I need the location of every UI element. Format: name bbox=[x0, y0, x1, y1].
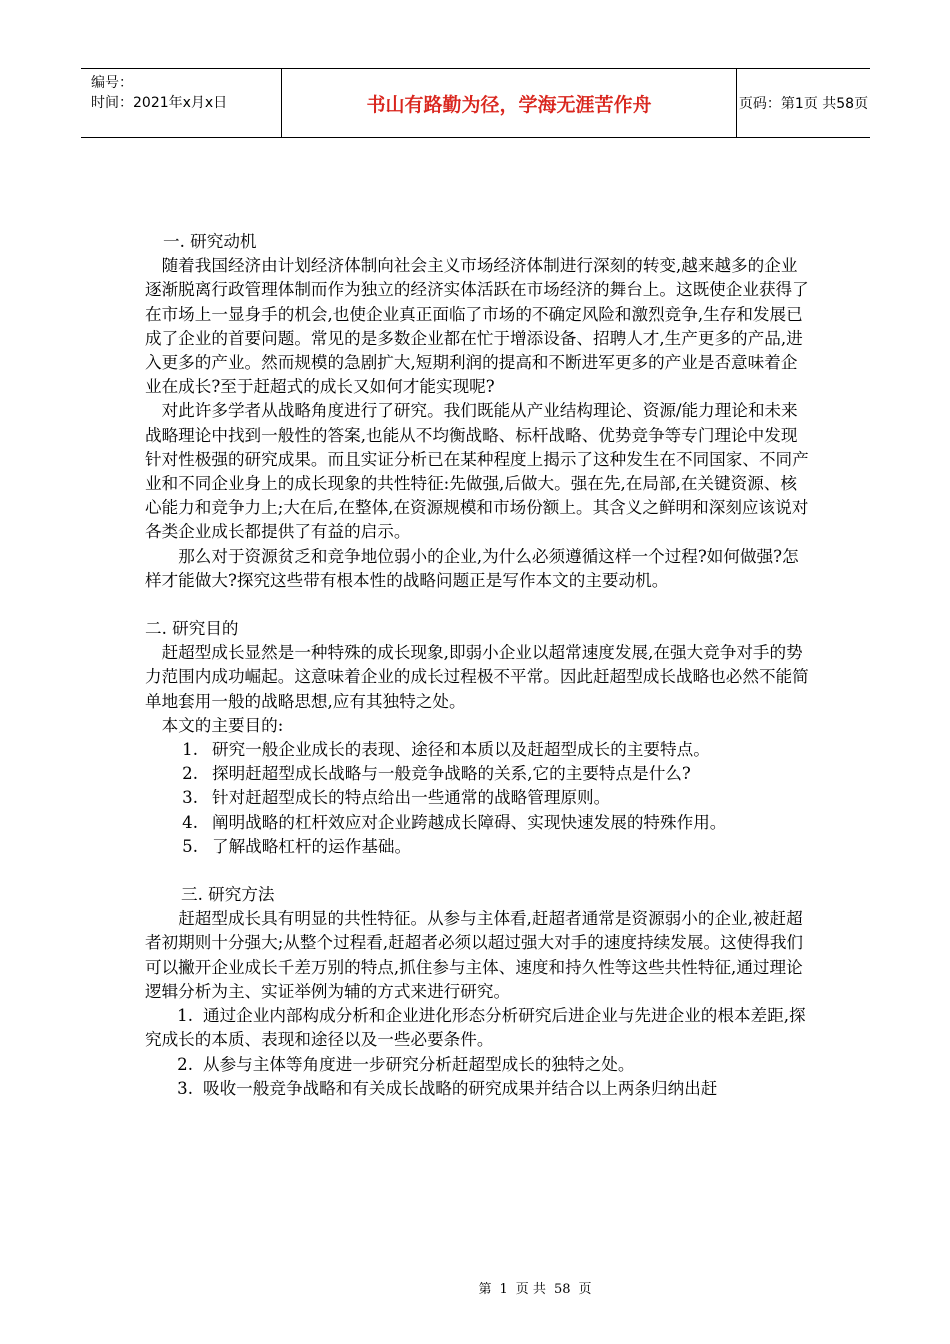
goal-number: 4. bbox=[182, 812, 198, 832]
footer-suffix: 页 bbox=[578, 1282, 592, 1297]
goal-number: 5. bbox=[182, 836, 198, 856]
method-number: 3. bbox=[177, 1078, 193, 1098]
spacer bbox=[145, 593, 813, 617]
goal-text: 了解战略杠杆的运作基础。 bbox=[212, 836, 412, 856]
goal-item bbox=[145, 835, 813, 859]
section-1-paragraph-1: 随着我国经济由计划经济体制向社会主义市场经济体制进行深刻的转变,越来越多的企业逐渐脱离行政管理体制而作为独立的经济实体活跃在市场经济的舞台上。这既使企业获得了在市场上一显身手的机会,也使企业真正面临了市场的不确定风险和激烈竞争,生存和发展已成了企业的首要问题。常见的是多数企业都在忙于增添设备、招聘人才,生产更多的产品,进入更多的产业。然而规模的急剧扩大,短期利润的提高和不断进军更多的产业是否意味着企业在成长?至于赶超式的成长又如何才能实现呢? bbox=[145, 256, 809, 397]
goals-list bbox=[145, 738, 813, 859]
goal-text: 阐明战略的杠杆效应对企业跨越成长障碍、实现快速发展的特殊作用。 bbox=[212, 812, 727, 832]
method-item bbox=[145, 1077, 813, 1101]
method-text: 通过企业内部构成分析和企业进化形态分析研究后进企业与先进企业的根本差距,探究成长的本质、表现和途径以及一些必要条件。 bbox=[145, 1006, 806, 1050]
method-item bbox=[145, 1004, 813, 1052]
section-1-paragraph-3: 那么对于资源贫乏和竞争地位弱小的企业,为什么必须遵循这样一个过程?如何做强?怎样才能做大?探究这些带有根本性的战略问题正是写作本文的主要动机。 bbox=[145, 546, 799, 590]
section-3-paragraph-1: 赶超型成长具有明显的共性特征。从参与主体看,赶超者通常是资源弱小的企业,被赶超者初期则十分强大;从整个过程看,赶超者必须以超过强大对手的速度持续发展。这使得我们可以撇开企业成长千差万别的特点,抓住参与主体、速度和持久性等这些共性特征,通过理论逻辑分析为主、实证举例为辅的方式来进行研究。 bbox=[145, 909, 804, 1001]
header-meta bbox=[81, 69, 282, 137]
goal-item bbox=[145, 811, 813, 835]
section-3-title: 三. 研究方法 bbox=[181, 885, 275, 905]
goal-text: 探明赶超型成长战略与一般竞争战略的关系,它的主要特点是什么? bbox=[212, 764, 691, 784]
page-footer bbox=[0, 1278, 950, 1297]
goal-item bbox=[145, 738, 813, 762]
page-header bbox=[81, 68, 870, 138]
code-label: 编号： bbox=[91, 75, 133, 91]
method-number: 1. bbox=[177, 1006, 193, 1026]
goal-text: 研究一般企业成长的表现、途径和本质以及赶超型成长的主要特点。 bbox=[212, 740, 710, 760]
goal-number: 1. bbox=[182, 740, 198, 760]
method-text: 从参与主体等角度进一步研究分析赶超型成长的独特之处。 bbox=[203, 1054, 635, 1074]
section-2-paragraph-1: 赶超型成长显然是一种特殊的成长现象,即弱小企业以超常速度发展,在强大竞争对手的势力范围内成功崛起。这意味着企业的成长过程极不平常。因此赶超型成长战略也必然不能简单地套用一般的战略思想,应有其独特之处。 bbox=[145, 643, 809, 711]
method-text: 吸收一般竞争战略和有关成长战略的研究成果并结合以上两条归纳出赶 bbox=[203, 1078, 718, 1098]
section-2-paragraph-2: 本文的主要目的: bbox=[161, 715, 284, 735]
header-page-info: 页码：第1页 共58页 bbox=[738, 96, 869, 112]
goal-number: 3. bbox=[182, 788, 198, 808]
footer-total-pages: 58 bbox=[553, 1282, 571, 1297]
footer-mid: 页 共 bbox=[515, 1282, 546, 1297]
spacer bbox=[145, 859, 813, 883]
section-1-paragraph-2: 对此许多学者从战略角度进行了研究。我们既能从产业结构理论、资源/能力理论和未来战略理论中找到一般性的答案,也能从不均衡战略、标杆战略、优势竞争等专门理论中发现针对性极强的研究成果。而且实证分析已在某种程度上揭示了这种发生在不同国家、不同产业和不同企业身上的成长现象的共性特征:先做强,后做大。强在先,在局部,在关键资源、核心能力和竞争力上;大在后,在整体,在资源规模和市场份额上。其含义之鲜明和深刻应该说对各类企业成长都提供了有益的启示。 bbox=[145, 401, 809, 542]
goal-item bbox=[145, 786, 813, 810]
footer-prefix: 第 bbox=[478, 1282, 492, 1297]
goal-number: 2. bbox=[182, 764, 198, 784]
method-number: 2. bbox=[177, 1054, 193, 1074]
date-label: 时间：2021年x月x日 bbox=[91, 95, 228, 111]
method-item bbox=[145, 1053, 813, 1077]
document-body bbox=[145, 230, 813, 1101]
header-motto: 书山有路勤为径，学海无涯苦作舟 bbox=[282, 69, 737, 137]
goal-item bbox=[145, 762, 813, 786]
goal-text: 针对赶超型成长的特点给出一些通常的战略管理原则。 bbox=[212, 788, 611, 808]
footer-page-number: 1 bbox=[499, 1282, 508, 1297]
section-2-title: 二. 研究目的 bbox=[145, 619, 239, 639]
section-1-title: 一. 研究动机 bbox=[163, 232, 257, 251]
